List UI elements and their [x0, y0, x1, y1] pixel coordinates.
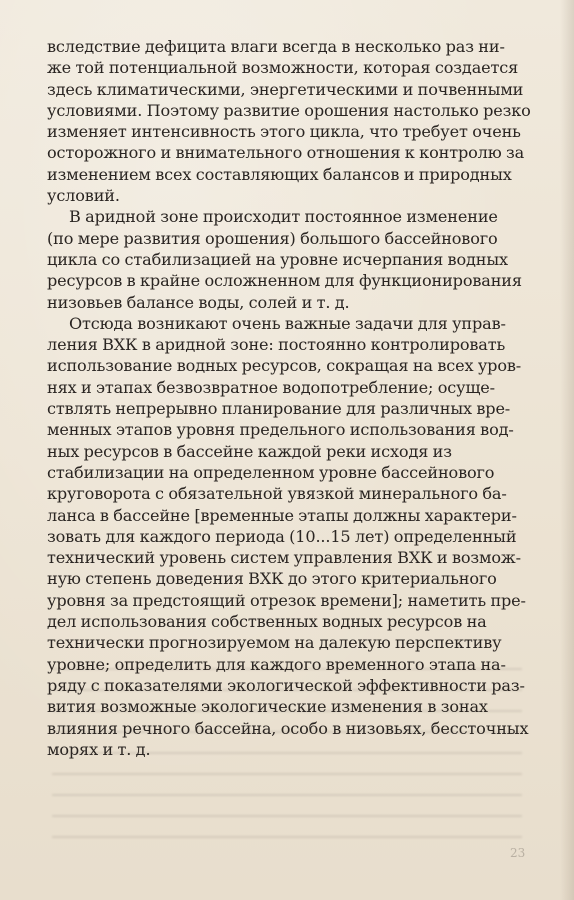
- text-line: дел использования собственных водных ресурсов на: [47, 612, 487, 632]
- text-line: вследствие дефицита влаги всегда в несколько раз ни-: [47, 37, 505, 56]
- page-number: 23: [510, 846, 526, 860]
- text-line: ряду с показателями экологической эффективности раз-: [47, 675, 525, 695]
- text-line: же той потенциальной возможности, которая создается: [47, 58, 519, 78]
- text-line: уровня за предстоящий отрезок времени]; наметить пре-: [47, 590, 526, 610]
- text-line: зовать для каждого периода (10...15 лет) определенный: [47, 526, 517, 546]
- text-line: стабилизации на определенном уровне бассейнового: [47, 462, 495, 482]
- paragraph-2: [47, 206, 527, 312]
- text-line: Отсюда возникают очень важные задачи для управ-: [69, 313, 506, 333]
- text-line: ления ВХК в аридной зоне: постоянно контролировать: [47, 335, 506, 355]
- paragraph-1: [47, 36, 531, 206]
- text-line: менных этапов уровня предельного использования вод-: [47, 420, 514, 440]
- text-line: использование водных ресурсов, сокращая на всех уров-: [47, 356, 522, 376]
- text-line: ствлять непрерывно планирование для различных вре-: [47, 399, 511, 419]
- text-line: нях и этапах безвозвратное водопотребление; осуще-: [47, 377, 495, 397]
- text-line: вития возможные экологические изменения в зонах: [47, 697, 488, 717]
- text-line: здесь климатическими, энергетическими и почвенными: [47, 79, 524, 99]
- text-line: цикла со стабилизацией на уровне исчерпания водных: [47, 249, 508, 269]
- text-line: технический уровень систем управления ВХК и возмож-: [47, 548, 521, 568]
- reverse-side-bleed-through: [52, 655, 522, 840]
- text-line: условиями. Поэтому развитие орошения настолько резко: [47, 100, 531, 120]
- text-line: круговорота с обязательной увязкой минерального ба-: [47, 484, 507, 504]
- text-line: изменяет интенсивность этого цикла, что требует очень: [47, 122, 521, 142]
- text-line: (по мере развития орошения) большого бассейнового: [47, 228, 498, 248]
- text-line: условий.: [47, 186, 120, 206]
- text-line: изменением всех составляющих балансов и природных: [47, 164, 512, 184]
- text-line: ных ресурсов в бассейне каждой реки исходя из: [47, 441, 452, 461]
- text-line: влияния речного бассейна, особо в низовьях, бессточных: [47, 718, 529, 738]
- text-line: ную степень доведения ВХК до этого критериального: [47, 569, 497, 589]
- text-line: морях и т. д.: [47, 739, 151, 759]
- body-text: [47, 36, 531, 760]
- text-line: ресурсов в крайне осложненном для функционирования: [47, 271, 522, 291]
- text-line: уровне; определить для каждого временного этапа на-: [47, 654, 506, 674]
- text-line: В аридной зоне происходит постоянное изменение: [69, 207, 498, 227]
- page-edge-shadow: [560, 0, 574, 900]
- text-line: низовьев балансе воды, солей и т. д.: [47, 292, 350, 312]
- text-line: ланса в бассейне [временные этапы должны характери-: [47, 505, 517, 525]
- text-line: осторожного и внимательного отношения к контролю за: [47, 143, 525, 163]
- text-line: технически прогнозируемом на далекую перспективу: [47, 633, 502, 653]
